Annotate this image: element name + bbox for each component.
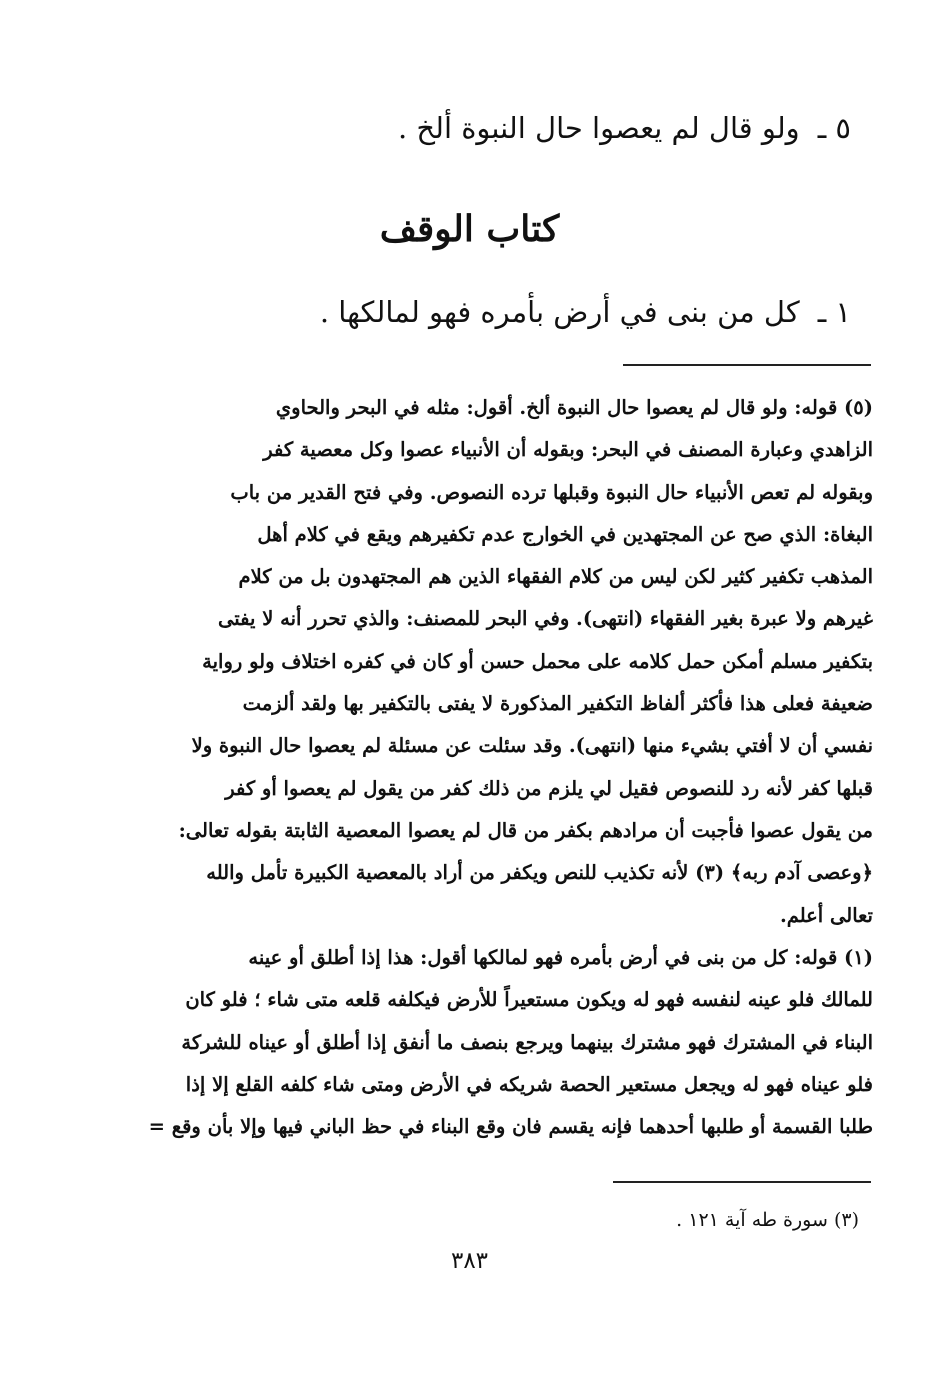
footnote: (٣) سورة طه آية ١٢١ . <box>676 1209 859 1231</box>
item-number: ١ ـ <box>817 295 851 329</box>
footnote-separator-rule <box>613 1181 871 1183</box>
main-text-item-5 <box>60 108 851 148</box>
page-number: ٣٨٣ <box>450 1248 489 1274</box>
note-line: غيرهم ولا عبرة بغير الفقهاء (انتهى). وفي البحر للمصنف: والذي تحرر أنه لا يفتى <box>217 607 873 631</box>
item-text: ولو قال لم يعصوا حال النبوة ألخ . <box>397 111 800 145</box>
note-line: وبقوله لم تعص الأنبياء حال النبوة وقبلها ترده النصوص. وفي فتح القدير من باب <box>230 480 873 504</box>
note-line: ضعيفة فعلى هذا فأكثر ألفاظ التكفير المذكورة لا يفتى بالتكفير بها ولقد ألزمت <box>242 692 873 716</box>
commentary-note-1 <box>58 937 873 1148</box>
note-line: قبلها كفر لأنه رد للنصوص فقيل لي يلزم من ذلك كفر من يقول لم يعصوا أو كفر <box>225 776 873 800</box>
main-text-item-1 <box>60 292 851 332</box>
note-line: ﴿وعصى آدم ربه﴾ (٣) لأنه تكذيب للنص ويكفر من أراد بالمعصية الكبيرة تأمل والله <box>206 861 873 885</box>
note-line: بتكفير مسلم أمكن حمل كلامه على محمل حسن أو كان في كفره اختلاف ولو رواية <box>202 649 873 673</box>
note-line: (٥) قوله: ولو قال لم يعصوا حال النبوة ألخ. أقول: مثله في البحر والحاوي <box>275 396 873 419</box>
commentary-note-5 <box>58 387 873 937</box>
note-line: (١) قوله: كل من بنى في أرض بأمره فهو لمالكها أقول: هذا إذا أطلق أو عينه <box>248 946 873 969</box>
note-line: طلبا القسمة أو طلبها أحدهما فإنه يقسم فان وقع البناء في حظ الباني فيها وإلا بأن وقع = <box>148 1115 873 1139</box>
notes-separator-rule <box>623 364 871 366</box>
note-line: البناء في المشترك فهو مشترك بينهما ويرجع بنصف ما أنفق إذا أطلق أو عيناه للشركة <box>181 1030 873 1054</box>
section-title: كتاب الوقف <box>379 208 560 250</box>
note-line: الزاهدي وعبارة المصنف في البحر: وبقوله أن الأنبياء عصوا وكل معصية كفر <box>263 438 873 462</box>
note-line: البغاة: الذي صح عن المجتهدين في الخوارج عدم تكفيرهم ويقع في كلام أهل <box>257 522 873 546</box>
note-line: للمالك فلو عينه لنفسه فهو له ويكون مستعيراً للأرض فيكلفه قلعه متى شاء ؛ فلو كان <box>185 988 873 1012</box>
note-line: نفسي أن لا أفتي بشيء منها (انتهى). وقد سئلت عن مسئلة لم يعصوا حال النبوة ولا <box>191 734 873 758</box>
note-line: من يقول عصوا فأجبت أن مرادهم بكفر من قال لم يعصوا المعصية الثابتة بقوله تعالى: <box>178 818 873 842</box>
note-line: فلو عيناه فهو له ويجعل مستعير الحصة شريكه في الأرض ومتى شاء كلفه القلع إلا إذا <box>185 1072 873 1096</box>
item-text: كل من بنى في أرض بأمره فهو لمالكها . <box>319 295 800 329</box>
note-line: المذهب تكفير كثير لكن ليس من كلام الفقهاء الذين هم المجتهدون بل من كلام <box>238 565 873 589</box>
item-number: ٥ ـ <box>817 111 851 145</box>
note-line: تعالى أعلم. <box>779 903 873 927</box>
